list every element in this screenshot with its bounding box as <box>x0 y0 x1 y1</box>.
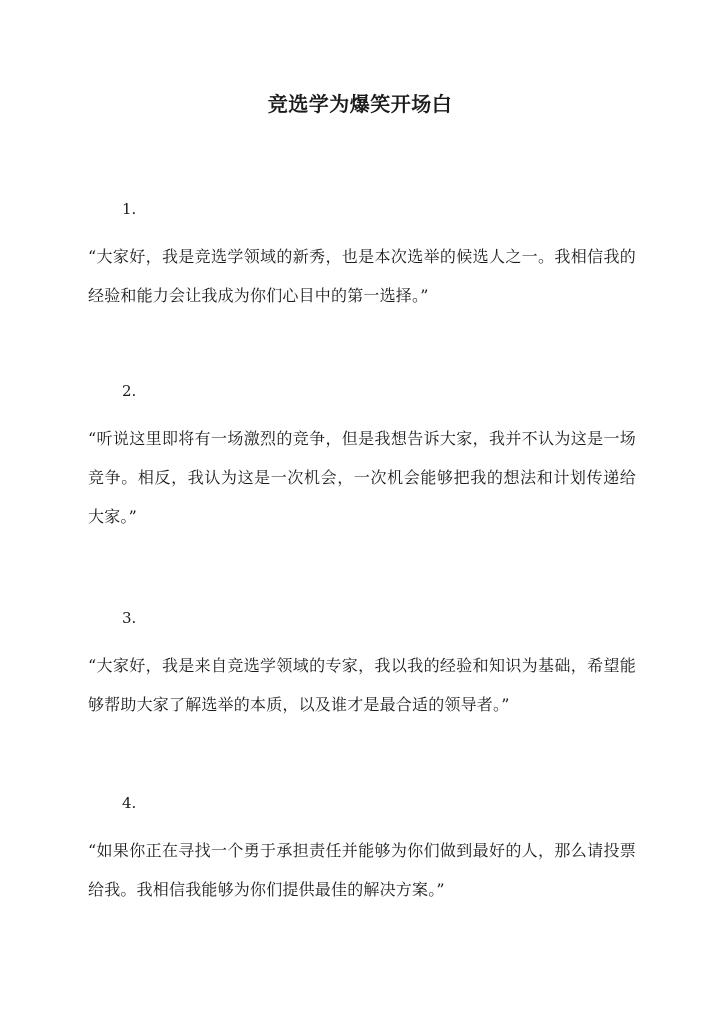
section-paragraph: “如果你正在寻找一个勇于承担责任并能够为你们做到最好的人，那么请投票给我。我相信我能够为你们提供最佳的解决方案。” <box>88 841 636 899</box>
section-4 <box>88 793 636 909</box>
section-2 <box>88 381 636 536</box>
section-number: 3. <box>122 609 137 627</box>
section-1 <box>88 199 636 315</box>
section-number: 1. <box>122 200 137 218</box>
section-paragraph: “听说这里即将有一场激烈的竞争，但是我想告诉大家，我并不认为这是一场竞争。相反，我认为这是一次机会，一次机会能够把我的想法和计划传递给大家。” <box>88 429 636 526</box>
section-paragraph: “大家好，我是竞选学领域的新秀，也是本次选举的候选人之一。我相信我的经验和能力会让我成为你们心目中的第一选择。” <box>88 247 636 305</box>
document-title: 竞选学为爆笑开场白 <box>267 92 453 116</box>
section-number: 4. <box>122 794 137 812</box>
section-number: 2. <box>122 382 137 400</box>
section-3 <box>88 608 636 724</box>
section-paragraph: “大家好，我是来自竞选学领域的专家，我以我的经验和知识为基础，希望能够帮助大家了解选举的本质，以及谁才是最合适的领导者。” <box>88 656 636 714</box>
